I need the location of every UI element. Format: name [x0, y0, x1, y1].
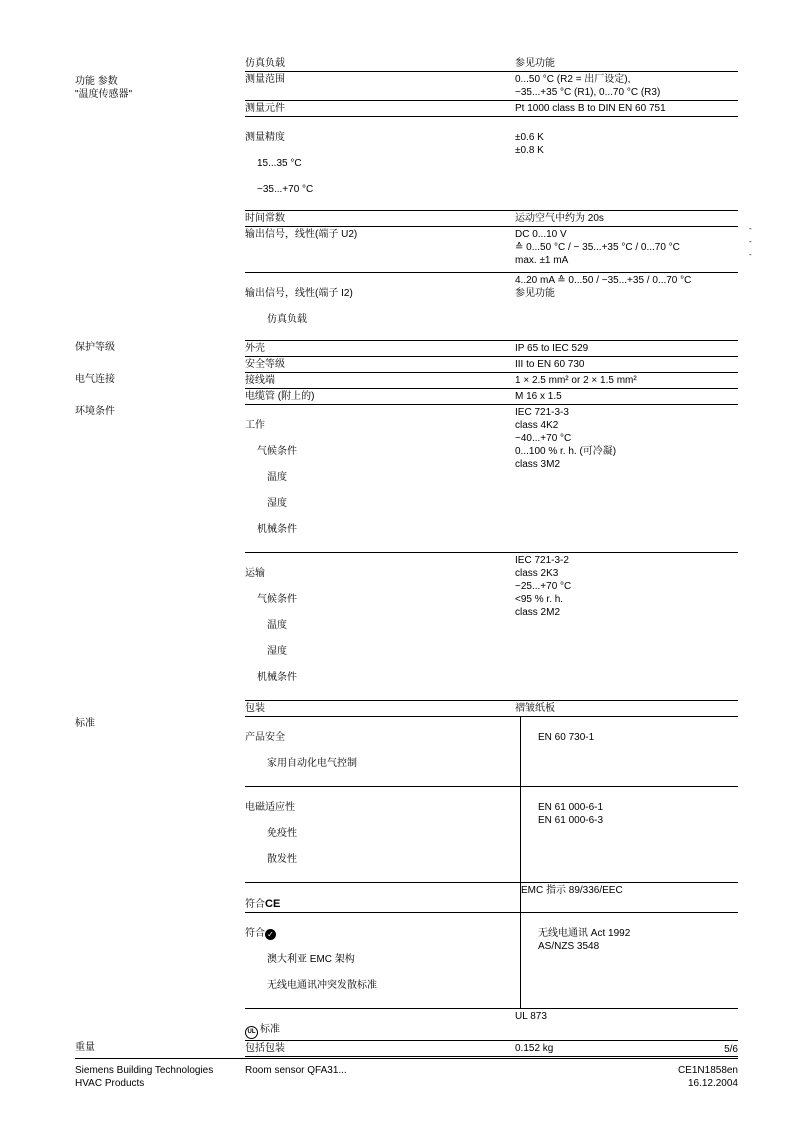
row-value: 4..20 mA ≙ 0...50 / −35...+35 / 0...70 °C 参见功能	[515, 275, 692, 299]
spec-row	[245, 211, 738, 227]
footer-company: Siemens Building Technologies HVAC Products	[75, 1065, 214, 1089]
spec-row	[245, 72, 738, 101]
group-environment	[75, 405, 738, 717]
row-sublabel: 机械条件	[257, 524, 297, 535]
row-value: 0...50 °C (R2 = 出厂设定), −35...+35 °C (R1), 0...70 °C (R3)	[515, 74, 661, 98]
spec-row	[245, 373, 738, 389]
row-label: 产品安全	[245, 732, 285, 743]
row-label: 仿真负载	[245, 58, 285, 69]
group-label-electrical: 电气连接	[75, 374, 115, 385]
row-value: IP 65 to IEC 529	[515, 343, 589, 354]
row-value: EN 61 000-6-1 EN 61 000-6-3	[520, 787, 738, 882]
row-sublabel: 湿度	[267, 498, 287, 509]
row-sublabel: 无线电通讯冲突发散标准	[267, 980, 377, 992]
row-label: 符合	[245, 899, 265, 910]
spec-row	[245, 1041, 738, 1057]
group-label-function: 功能 参数 "温度传感器"	[75, 76, 133, 100]
page-number: 5/6	[724, 1044, 738, 1055]
row-label-stack	[245, 273, 515, 340]
row-value: III to EN 60 730	[515, 359, 585, 370]
spec-row	[245, 405, 738, 553]
row-label: 时间常数	[245, 213, 285, 224]
ul-mark-icon: UL	[245, 1026, 258, 1039]
row-label: 测量精度	[245, 132, 285, 143]
group-label-protection: 保护等级	[75, 342, 115, 353]
row-label-stack	[245, 117, 515, 210]
row-sublabel: 气候条件	[257, 446, 297, 457]
spec-row	[245, 101, 738, 117]
row-value: EMC 指示 89/336/EEC	[520, 883, 738, 912]
spec-row	[245, 701, 738, 717]
row-value: IEC 721-3-3 class 4K2 −40...+70 °C 0...100 % r. h. (可冷凝) class 3M2	[515, 407, 617, 470]
footer-doc-info: CE1N1858en 16.12.2004	[677, 1065, 738, 1089]
row-label: 外壳	[245, 343, 265, 354]
group-protection	[75, 341, 738, 373]
row-label-stack	[245, 787, 520, 882]
row-label: 电缆管 (附上的)	[245, 391, 315, 402]
row-label: 包括包装	[245, 1043, 285, 1055]
row-sublabel: 湿度	[267, 646, 287, 657]
spec-row	[245, 787, 738, 883]
row-value: DC 0...10 V ≙ 0...50 °C / − 35...+35 °C / 0...70 °C max. ±1 mA	[515, 229, 680, 266]
row-label-stack	[245, 405, 515, 552]
group-label-weight: 重量	[75, 1042, 95, 1054]
c-tick-mark-icon: ✓	[265, 929, 276, 940]
row-value: Pt 1000 class B to DIN EN 60 751	[515, 103, 666, 114]
row-sublabel: 仿真负载	[267, 314, 307, 325]
group-function	[75, 56, 738, 341]
row-value: 运动空气中约为 20s	[515, 213, 604, 224]
spec-row	[245, 227, 738, 273]
row-label: 电磁适应性	[245, 802, 295, 813]
row-label: 接线端	[245, 375, 275, 386]
row-sublabel: 澳大利亚 EMC 架构	[267, 954, 355, 966]
row-sublabel: 温度	[267, 620, 287, 631]
row-sublabel: 15...35 °C	[257, 158, 302, 169]
row-label: 符合	[245, 928, 265, 940]
group-weight	[75, 1041, 738, 1057]
ce-mark-icon: CE	[265, 898, 281, 910]
row-label-stack	[245, 553, 515, 700]
spec-row	[245, 273, 738, 341]
row-label-ce	[245, 883, 520, 912]
row-sublabel: 家用自动化电气控制	[267, 758, 357, 769]
row-label-stack	[245, 913, 520, 1008]
spec-row	[245, 341, 738, 357]
spec-row	[245, 56, 738, 72]
row-value: 1 × 2.5 mm² or 2 × 1.5 mm²	[515, 375, 637, 386]
row-value: 0.152 kg	[515, 1043, 554, 1055]
row-label: 标准	[260, 1024, 280, 1036]
row-value: EN 60 730-1	[520, 717, 738, 786]
row-label: 工作	[245, 420, 265, 431]
spec-row	[245, 357, 738, 373]
row-label-ul	[245, 1009, 515, 1040]
group-label-standards: 标准	[75, 718, 95, 729]
row-label-stack	[245, 717, 520, 786]
technical-data-table	[75, 56, 738, 1057]
row-sublabel: 气候条件	[257, 594, 297, 605]
row-value: 参见功能	[515, 58, 555, 69]
spec-row	[245, 717, 738, 787]
footer-divider	[75, 1058, 738, 1059]
spec-row	[245, 1009, 738, 1041]
row-label: 输出信号，线性(端子 U2)	[245, 229, 358, 240]
row-value: M 16 x 1.5	[515, 391, 562, 402]
row-value: 褶皱纸板	[515, 703, 555, 714]
spec-row	[245, 117, 738, 211]
row-sublabel: 机械条件	[257, 672, 297, 683]
row-value: ±0.6 K ±0.8 K	[515, 132, 544, 156]
row-label: 输出信号，线性(端子 I2)	[245, 288, 353, 299]
row-label: 运输	[245, 568, 265, 579]
group-electrical	[75, 373, 738, 405]
spec-row	[245, 389, 738, 405]
row-value: IEC 721-3-2 class 2K3 −25...+70 °C <95 % r. h. class 2M2	[515, 555, 572, 618]
spec-row	[245, 913, 738, 1009]
footer-product: Room sensor QFA31...	[245, 1065, 347, 1076]
margin-marks: - - -	[749, 224, 752, 259]
spec-row	[245, 553, 738, 701]
row-label: 测量元件	[245, 103, 285, 114]
spec-row	[245, 883, 738, 913]
row-sublabel: 温度	[267, 472, 287, 483]
row-sublabel: −35...+70 °C	[257, 184, 314, 195]
group-label-environment: 环境条件	[75, 406, 115, 417]
row-label: 安全等级	[245, 359, 285, 370]
row-sublabel: 免疫性	[267, 828, 297, 839]
row-sublabel: 散发性	[267, 854, 297, 865]
row-label: 测量范围	[245, 74, 285, 85]
group-standards	[75, 717, 738, 1041]
row-value: UL 873	[515, 1011, 547, 1023]
row-label: 包装	[245, 703, 265, 714]
row-value: 无线电通讯 Act 1992 AS/NZS 3548	[520, 913, 738, 1008]
